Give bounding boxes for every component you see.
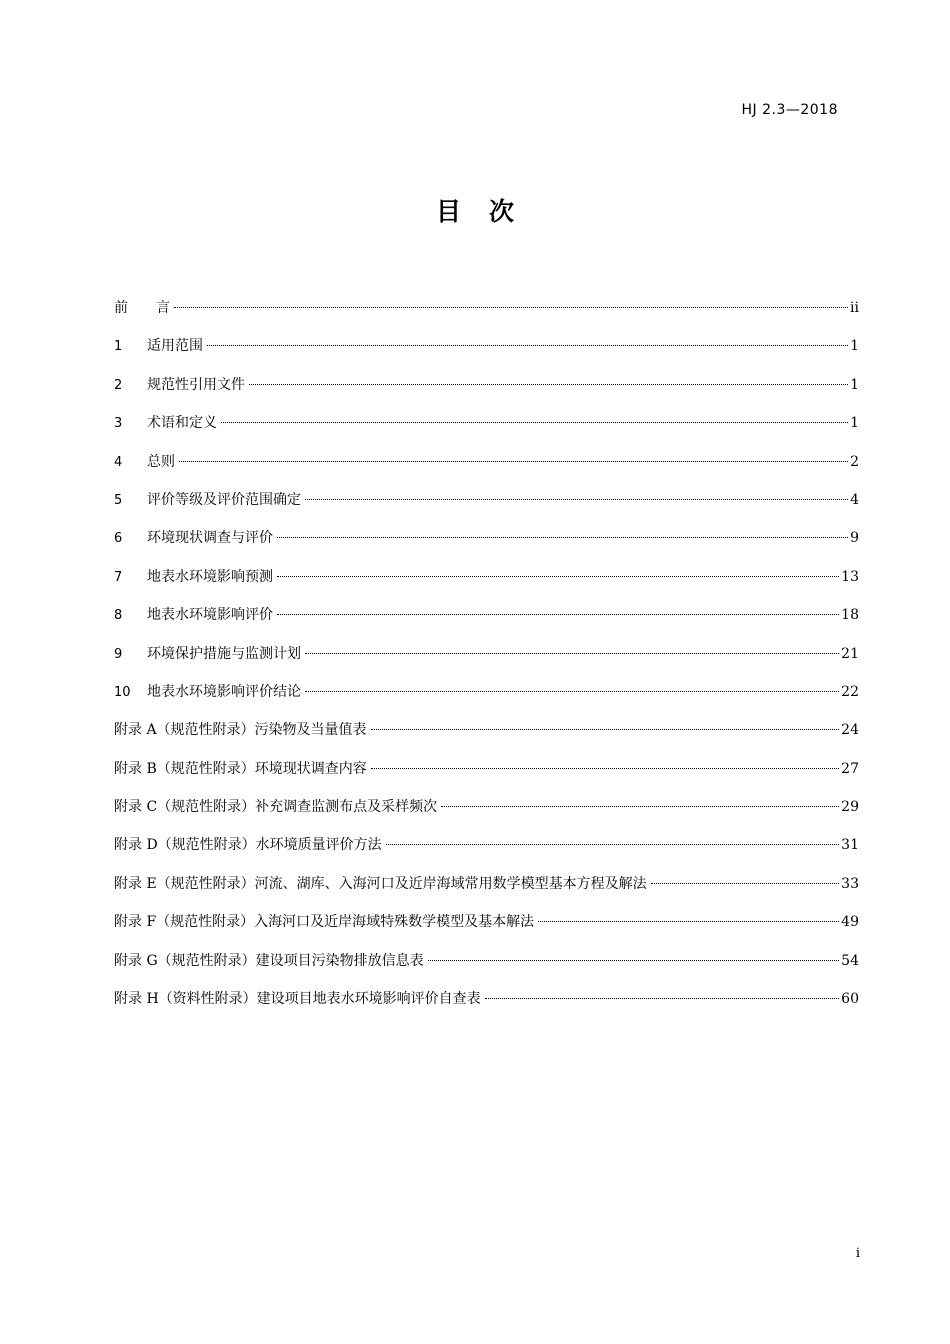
dot-leader: [305, 499, 848, 500]
toc-entry-6[interactable]: [114, 519, 859, 557]
toc-entry-number: 1: [114, 339, 123, 355]
toc-entry-number: 10: [114, 684, 131, 700]
dot-leader: [371, 768, 839, 769]
toc-entry-number: 3: [114, 416, 123, 432]
toc-entry-label: 总则: [147, 453, 175, 470]
toc-entry-appendix-a[interactable]: [114, 711, 859, 749]
dot-leader: [651, 883, 840, 884]
toc-entry-page: 4: [850, 491, 859, 508]
toc-entry-appendix-b[interactable]: [114, 750, 859, 788]
toc-entry-number: 7: [114, 569, 123, 585]
toc-entry-number: 6: [114, 531, 123, 547]
page-title: [0, 192, 950, 228]
toc-entry-appendix-d[interactable]: [114, 826, 859, 864]
toc-entry-label: 环境保护措施与监测计划: [147, 645, 301, 662]
dot-leader: [277, 537, 848, 538]
toc-entry-appendix-e[interactable]: [114, 865, 859, 903]
title-char-1: 目: [435, 197, 461, 226]
toc-entry-label: 适用范围: [147, 338, 203, 355]
toc-entry-label: 前 言: [114, 300, 170, 316]
toc-entry-5[interactable]: [114, 481, 859, 519]
toc-entry-appendix-f[interactable]: [114, 903, 859, 941]
dot-leader: [249, 384, 848, 385]
toc-entry-number: 4: [114, 454, 123, 470]
dot-leader: [538, 921, 839, 922]
toc-entry-page: 2: [850, 453, 859, 470]
toc-entry-label: 附录 C（规范性附录）补充调查监测布点及采样频次: [114, 799, 438, 816]
toc-entry-10[interactable]: [114, 673, 859, 711]
toc-entry-label: 术语和定义: [147, 415, 217, 432]
dot-leader: [179, 461, 848, 462]
dot-leader: [174, 307, 848, 308]
toc-entry-label: 附录 E（规范性附录）河流、湖库、入海河口及近岸海域常用数学模型基本方程及解法: [114, 875, 647, 892]
toc-entry-page: 22: [841, 683, 859, 700]
toc-entry-page: 18: [841, 607, 859, 624]
toc-entry-page: 1: [850, 338, 859, 355]
toc-entry-label: 附录 H（资料性附录）建设项目地表水环境影响评价自查表: [114, 991, 481, 1008]
dot-leader: [277, 614, 839, 615]
toc-entry-label: 附录 G（规范性附录）建设项目污染物排放信息表: [114, 952, 424, 969]
toc-entry-appendix-c[interactable]: [114, 788, 859, 826]
dot-leader: [371, 729, 840, 730]
toc-entry-2[interactable]: [114, 366, 859, 404]
toc-entry-page: 24: [841, 722, 859, 739]
dot-leader: [305, 691, 839, 692]
toc-entry-7[interactable]: [114, 558, 859, 596]
dot-leader: [277, 576, 839, 577]
toc-entry-number: 8: [114, 608, 123, 624]
toc-entry-label: 环境现状调查与评价: [147, 530, 273, 547]
toc-entry-page: 27: [841, 760, 859, 777]
toc-entry-label: 附录 B（规范性附录）环境现状调查内容: [114, 760, 367, 777]
toc-entry-number: 5: [114, 492, 123, 508]
toc-entry-page: 9: [850, 530, 859, 547]
dot-leader: [428, 960, 840, 961]
toc-entry-page: 21: [841, 645, 859, 662]
toc-entry-3[interactable]: [114, 404, 859, 442]
toc-entry-label: 地表水环境影响评价结论: [147, 683, 301, 700]
dot-leader: [386, 844, 839, 845]
title-char-2: 次: [489, 197, 515, 226]
toc-entry-page: 1: [850, 415, 859, 432]
dot-leader: [485, 998, 840, 999]
toc-entry-label: 地表水环境影响预测: [147, 568, 273, 585]
toc-entry-foreword[interactable]: [114, 289, 859, 327]
toc-entry-label: 评价等级及评价范围确定: [147, 491, 301, 508]
dot-leader: [221, 422, 848, 423]
page-number: i: [855, 1246, 860, 1261]
toc-entry-page: 49: [841, 914, 859, 931]
toc-entry-page: 33: [841, 875, 859, 892]
dot-leader: [305, 653, 839, 654]
toc-entry-page: 31: [841, 837, 859, 854]
toc-entry-1[interactable]: [114, 327, 859, 365]
toc-entry-label: 附录 D（规范性附录）水环境质量评价方法: [114, 837, 382, 854]
toc-entry-page: 29: [841, 799, 859, 816]
dot-leader: [207, 345, 848, 346]
table-of-contents: [114, 289, 859, 1018]
toc-entry-label: 地表水环境影响评价: [147, 607, 273, 624]
toc-entry-number: 2: [114, 377, 123, 393]
toc-entry-appendix-g[interactable]: [114, 942, 859, 980]
standard-code: HJ 2.3—2018: [741, 102, 838, 118]
toc-entry-8[interactable]: [114, 596, 859, 634]
toc-entry-page: 1: [850, 376, 859, 393]
toc-entry-page: ii: [850, 300, 859, 316]
toc-entry-9[interactable]: [114, 635, 859, 673]
toc-entry-label: 附录 A（规范性附录）污染物及当量值表: [114, 722, 367, 739]
toc-entry-page: 13: [841, 568, 859, 585]
toc-entry-appendix-h[interactable]: [114, 980, 859, 1018]
toc-entry-number: 9: [114, 646, 123, 662]
toc-entry-label: 附录 F（规范性附录）入海河口及近岸海域特殊数学模型及基本解法: [114, 914, 535, 931]
dot-leader: [441, 806, 839, 807]
toc-entry-page: 60: [841, 991, 859, 1008]
toc-entry-4[interactable]: [114, 443, 859, 481]
toc-entry-label: 规范性引用文件: [147, 376, 245, 393]
toc-entry-page: 54: [841, 952, 859, 969]
